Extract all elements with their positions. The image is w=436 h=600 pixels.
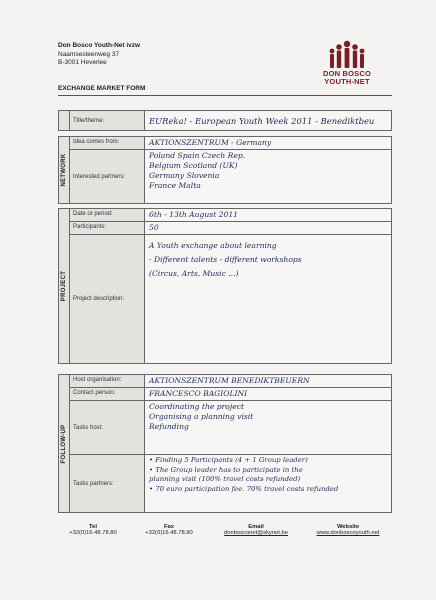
organization-city: B-3001 Heverlee <box>58 59 107 67</box>
follow-up-section-label: FOLLOW-UP <box>61 424 67 463</box>
description-line: A Youth exchange about learning <box>149 241 277 250</box>
network-section <box>59 137 70 204</box>
logo-line-1: DON BOSCO <box>322 69 372 78</box>
host-value[interactable]: AKTIONSZENTRUM BENEDIKTBEUERN <box>145 375 392 388</box>
footer-email <box>218 524 294 536</box>
partners-value[interactable] <box>145 150 392 204</box>
title-divider <box>58 95 392 96</box>
date-value[interactable]: 6th - 13th August 2011 <box>145 209 392 222</box>
title-table <box>58 110 392 131</box>
network-section-label: NETWORK <box>61 153 67 187</box>
website-label: Website <box>336 524 360 530</box>
tasks-host-value[interactable] <box>145 401 392 455</box>
footer-tel <box>58 524 128 536</box>
tasks-partners-line: planning visit (100% travel costs refunded) <box>149 475 301 483</box>
tel-value: +32(0)16.48.78.80 <box>69 530 117 536</box>
project-section-label: PROJECT <box>61 270 67 302</box>
organization-street: Naamsesteenweg 37 <box>58 50 120 58</box>
description-value[interactable] <box>145 235 392 364</box>
host-label: Host organisation: <box>70 375 145 388</box>
tel-label: Tel <box>89 524 97 530</box>
idea-value[interactable]: AKTIONSZENTRUM - Germany <box>145 137 392 150</box>
tasks-host-label: Tasks host: <box>70 401 145 455</box>
date-label: Date or period: <box>70 209 145 222</box>
idea-label: Idea comes from: <box>70 137 145 150</box>
footer-fax <box>134 524 204 536</box>
tasks-host-line: Refunding <box>149 422 189 431</box>
participants-label: Participants: <box>70 222 145 235</box>
follow-up-table <box>58 374 392 513</box>
contact-value[interactable]: FRANCESCO BAGIOLINI <box>145 388 392 401</box>
description-label: Project description: <box>70 235 145 364</box>
tasks-partners-line: • 70 euro participation fee. 70% travel costs refunded <box>149 484 339 493</box>
partners-line: France Malta <box>149 181 201 190</box>
website-link[interactable]: www.donboscoyouth.net <box>316 530 380 536</box>
partners-line: Poland Spain Czech Rep. <box>149 151 246 160</box>
title-label: Title/theme: <box>70 111 145 131</box>
tasks-partners-line: • The Group leader has to participate in the <box>149 465 303 474</box>
tasks-partners-line: • Finding 5 Participants (4 + 1 Group leader) <box>149 456 308 464</box>
people-logo-icon <box>327 40 367 70</box>
tasks-host-line: Organising a planning visit <box>149 412 254 421</box>
description-line: - Different talents - different workshops <box>149 255 302 264</box>
organization-address <box>58 42 140 68</box>
email-label: Email <box>248 524 264 530</box>
tasks-host-line: Coordinating the project <box>149 402 245 411</box>
description-line: (Circus, Arts, Music ...) <box>149 269 239 278</box>
contact-label: Contact person: <box>70 388 145 401</box>
organization-name: Don Bosco Youth-Net ivzw <box>58 42 141 49</box>
don-bosco-logo <box>304 40 390 86</box>
fax-value: +32(0)16.48.78.90 <box>145 530 193 536</box>
email-link[interactable]: donbosconet@skynet.be <box>224 530 288 536</box>
footer-website <box>304 524 392 536</box>
network-table <box>58 136 392 204</box>
follow-up-section <box>59 375 70 513</box>
partners-line: Germany Slovenia <box>149 171 220 180</box>
partners-label: Interested partners: <box>70 150 145 204</box>
logo-line-2: YOUTH-NET <box>324 77 370 86</box>
participants-value[interactable]: 50 <box>145 222 392 235</box>
project-table <box>58 208 392 364</box>
partners-line: Belgium Scotland (UK) <box>149 161 238 170</box>
tasks-partners-value[interactable] <box>145 455 392 513</box>
fax-label: Fax <box>164 524 174 530</box>
tasks-partners-label: Tasks partners: <box>70 455 145 513</box>
form-title: EXCHANGE MARKET FORM <box>58 85 146 92</box>
title-value[interactable]: EUReka! - European Youth Week 2011 - Benediktbeu <box>145 111 392 131</box>
project-section <box>59 209 70 364</box>
